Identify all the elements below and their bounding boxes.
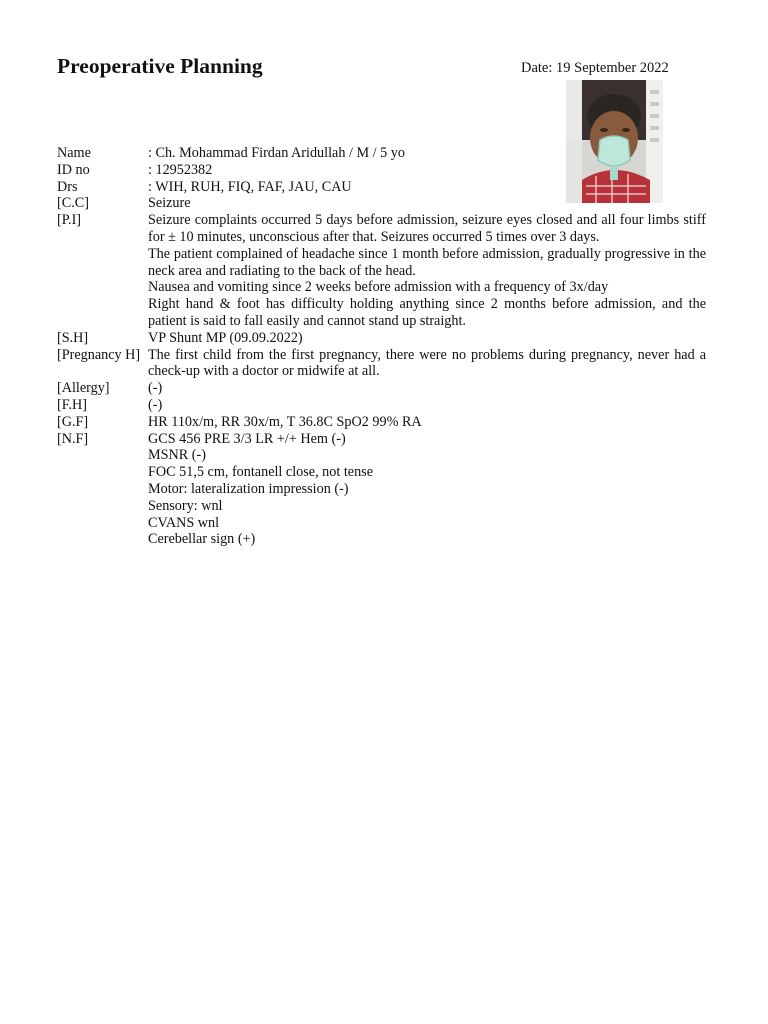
field-row: [57, 179, 706, 196]
field-value: [148, 162, 706, 179]
field-value: [148, 330, 706, 347]
field-value-line: GCS 456 PRE 3/3 LR +/+ Hem (-): [148, 430, 346, 447]
document-date: Date: 19 September 2022: [521, 60, 669, 76]
field-label: [N.F]: [57, 430, 89, 447]
field-value: [148, 212, 706, 330]
field-value-line: : WIH, RUH, FIQ, FAF, JAU, CAU: [148, 178, 352, 195]
field-value-line: Sensory: wnl: [148, 497, 223, 514]
field-label: [Pregnancy H]: [57, 346, 141, 363]
field-value-line: (-): [148, 396, 163, 413]
field-value: [148, 380, 706, 397]
field-row: [57, 145, 706, 162]
field-row: [57, 414, 706, 431]
field-row: [57, 195, 706, 212]
field-value: [148, 195, 706, 212]
field-row: [57, 212, 706, 330]
field-label: [Allergy]: [57, 380, 110, 397]
field-row: [57, 397, 706, 414]
field-label: [C.C]: [57, 195, 89, 212]
field-value-line: Right hand & foot has difficulty holding anything since 2 months before admission, and the patient is said to fall easily and cannot stand up straight.: [148, 296, 706, 329]
patient-fields: [57, 145, 706, 548]
field-value-line: VP Shunt MP (09.09.2022): [148, 329, 303, 346]
field-label: Name: [57, 145, 91, 161]
field-value-line: HR 110x/m, RR 30x/m, T 36.8C SpO2 99% RA: [148, 413, 422, 430]
field-value-line: The patient complained of headache since 1 month before admission, gradually progressive in the neck area and radiating to the back of the head.: [148, 245, 706, 279]
field-value-line: (-): [148, 380, 163, 397]
field-value-line: The first child from the first pregnancy, there were no problems during pregnancy, never had a check-up with a doctor or midwife at all.: [148, 346, 706, 380]
field-label: ID no: [57, 161, 90, 178]
field-value-line: Seizure: [148, 195, 191, 212]
field-value-line: Nausea and vomiting since 2 weeks before admission with a frequency of 3x/day: [148, 279, 609, 296]
field-label: [P.I]: [57, 212, 82, 229]
field-value-line: MSNR (-): [148, 447, 206, 464]
field-value-line: Motor: lateralization impression (-): [148, 480, 349, 497]
field-row: [57, 431, 706, 549]
field-value-line: CVANS wnl: [148, 514, 220, 531]
page-title: Preoperative Planning: [57, 54, 263, 78]
field-value: [148, 347, 706, 381]
field-label: [G.F]: [57, 413, 89, 430]
field-value-line: Seizure complaints occurred 5 days before admission, seizure eyes closed and all four limbs stiff for ± 10 minutes, unconscious after that. Seizures occurred 5 times over 3 days.: [148, 212, 706, 245]
field-value: [148, 145, 706, 162]
field-label: [F.H]: [57, 396, 87, 413]
field-value-line: FOC 51,5 cm, fontanell close, not tense: [148, 464, 373, 481]
field-row: [57, 380, 706, 397]
field-value-line: : 12952382: [148, 161, 213, 178]
field-value-line: Cerebellar sign (+): [148, 531, 256, 548]
field-value: [148, 397, 706, 414]
field-row: [57, 330, 706, 347]
field-value-line: : Ch. Mohammad Firdan Aridullah / M / 5 yo: [148, 145, 405, 161]
field-row: [57, 162, 706, 179]
field-value: [148, 179, 706, 196]
field-label: Drs: [57, 178, 78, 195]
field-value: [148, 414, 706, 431]
field-row: [57, 347, 706, 381]
field-value: [148, 431, 706, 549]
field-label: [S.H]: [57, 329, 89, 346]
